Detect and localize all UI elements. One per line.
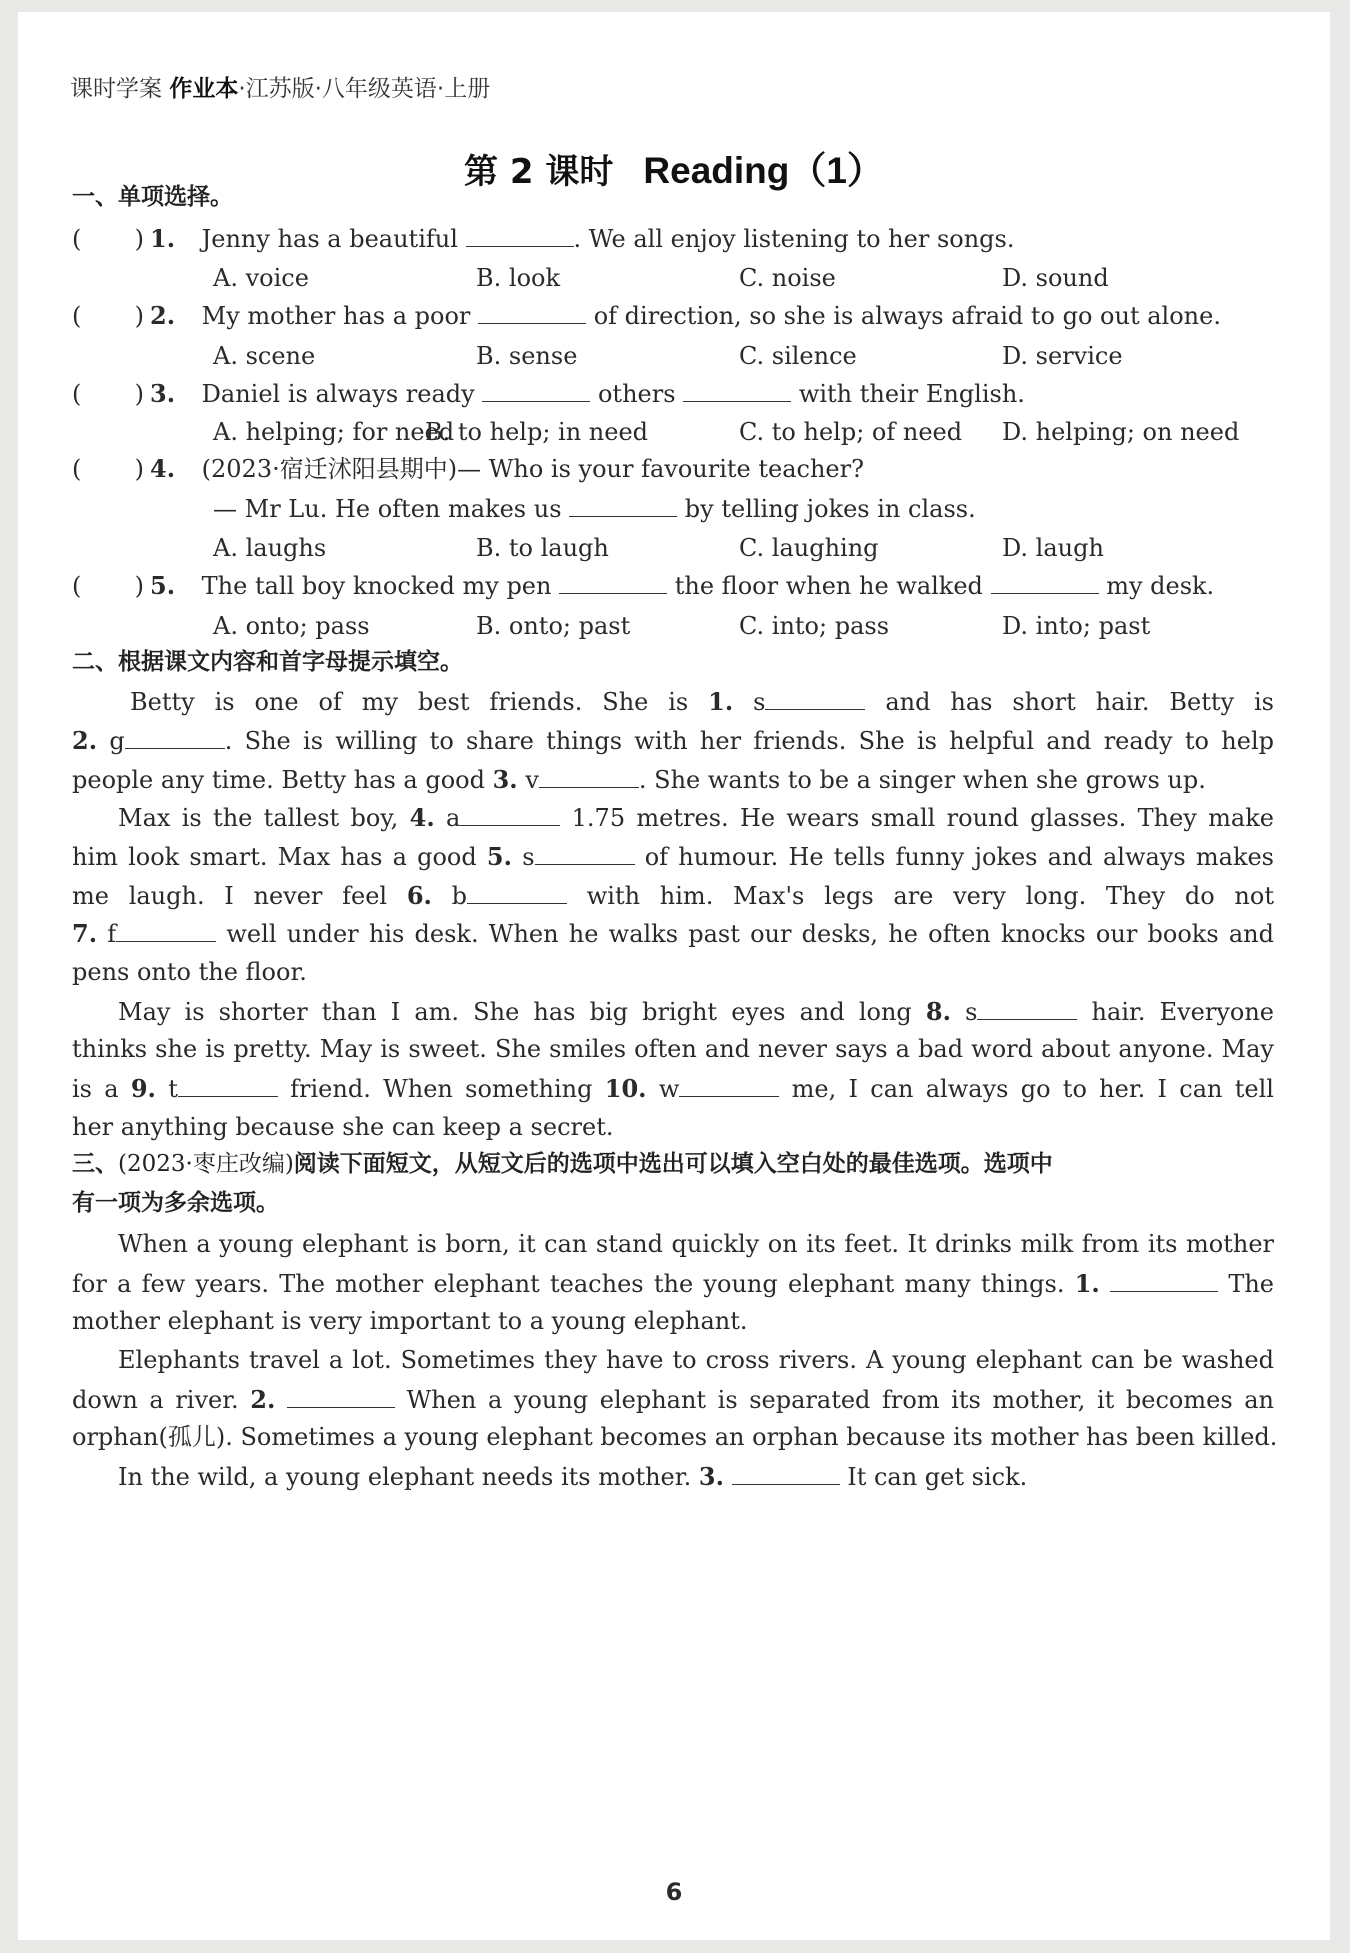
answer-blank[interactable] [539,767,639,788]
passage-line: 2. g . She is willing to share things with her friends. She is helpful and ready to help [72,726,1274,755]
answer-blank[interactable] [732,1464,840,1485]
answer-blank[interactable] [116,921,216,942]
header-edition: 作业本 [169,76,239,102]
passage-line: In the wild, a young elephant needs its mother. 3. It can get sick. [118,1462,1028,1491]
passage-line: May is shorter than I am. She has big bright eyes and long 8. s hair. Everyone [118,997,1274,1026]
question-3: ( ) 3. Daniel is always ready others with their English. [72,379,1025,408]
workbook-page: 课时学案 作业本·江苏版·八年级英语·上册 第 2 课时 Reading（1） 一、单项选择。 ( ) 1. Jenny has a beautiful . We all enjoy listening to her songs. A. voice B. look C. noise D. sound ( ) 2. My mother has a poor of direction, so she is always afraid to go out alone. A. scene B. sense C. silence D. service ( ) 3. Daniel is always ready others with their English. A. helping; for need B. to help; in need C. to help; of need D. helping; on need ( ) 4. (2023·宿迁沭阳县期中)— Who is your favourite teacher? — Mr Lu. He often makes us by telling jokes in class. A. laughs B. to laugh C. laughing D. laugh ( ) 5. The tall boy knocked my pen the floor when he walked my desk. A. onto; pass B. onto; past C. into; pass D. into; past 二、根据课文内容和首字母提示填空。 Betty is one of my best friends. She is 1. s and has short hair. Betty is 2. g . She is willing to share things with her friends. She is helpful and ready to help people any time. Betty has a good 3. v . She wants to be a singer when she grows up. Max is the tallest boy, 4. a 1.75 metres. He wears small round glasses. They make him look smart. Max has a good 5. s of humour. He tells funny jokes and always makes me laugh. I never feel 6. b with him. Max's legs are very long. They do not 7. f well under his desk. When he walks past our desks, he often knocks our books and pens onto the floor. May is shorter than I am. She has big bright eyes and long 8. s hair. Everyone thinks she is pretty. May is sweet. She smiles often and never says a bad word about anyone. May is a 9. t friend. When something 10. w me, I can always go to her. I can tell her anything because she can keep a secret. 三、(2023·枣庄改编)阅读下面短文，从短文后的选项中选出可以填入空白处的最佳选项。选项中 有一项为多余选项。 When a young elephant is born, it can stand quickly on its feet. It drinks milk from its mother for a few years. The mother elephant teaches the young elephant many things. 1. The mother elephant is very important to a young elephant. Elephants travel a lot. Sometimes they have to cross rivers. A young elephant can be washed down a river. 2. When a young elephant is separated from its mother, it becomes an orphan(孤儿). Sometimes a young elephant becomes an orphan because its mother has been killed. In the wild, a young elephant needs its mother. 3. It can get sick. 6 [18,12,1330,1940]
answer-blank[interactable] [559,573,667,594]
answer-blank[interactable] [467,883,567,904]
passage-line: me laugh. I never feel 6. b with him. Max's legs are very long. They do not [72,881,1274,910]
answer-blank[interactable] [683,381,791,402]
answer-blank[interactable] [535,844,635,865]
passage-line: for a few years. The mother elephant teaches the young elephant many things. 1. The [72,1269,1274,1298]
question-4-line2: — Mr Lu. He often makes us by telling jokes in class. [213,495,976,523]
passage-line: Betty is one of my best friends. She is 1. s and has short hair. Betty is [130,687,1274,716]
answer-blank[interactable] [466,226,574,247]
header-rest: ·江苏版·八年级英语·上册 [238,76,491,102]
passage-line: 7. f well under his desk. When he walks past our desks, he often knocks our books and [72,919,1274,948]
answer-blank[interactable] [287,1387,395,1408]
answer-blank[interactable] [125,728,225,749]
passage-line: mother elephant is very important to a young elephant. [72,1307,748,1335]
lesson-title-en: Reading（1） [643,150,884,191]
section2-heading: 二、根据课文内容和首字母提示填空。 [72,649,463,675]
passage-line: pens onto the floor. [72,958,307,986]
section3-heading-cont: 有一项为多余选项。 [72,1190,279,1216]
passage-line: down a river. 2. When a young elephant is separated from its mother, it becomes an [72,1385,1274,1414]
question-2: ( ) 2. My mother has a poor of direction, so she is always afraid to go out alone. [72,301,1221,330]
passage-line: orphan(孤儿). Sometimes a young elephant becomes an orphan because its mother has been killed. [72,1423,1278,1451]
lesson-title-cn: 第 2 课时 [464,152,614,192]
answer-blank[interactable] [679,1076,779,1097]
book-header [70,70,490,103]
answer-blank[interactable] [977,999,1077,1020]
passage-line: thinks she is pretty. May is sweet. She smiles often and never says a bad word about anyone. May [72,1035,1274,1063]
question-5: ( ) 5. The tall boy knocked my pen the floor when he walked my desk. [72,571,1215,600]
section3-heading: 三、(2023·枣庄改编)阅读下面短文，从短文后的选项中选出可以填入空白处的最佳选项。选项中 [72,1151,1053,1177]
answer-blank[interactable] [1110,1271,1218,1292]
passage-line: people any time. Betty has a good 3. v . She wants to be a singer when she grows up. [72,765,1206,794]
header-book: 课时学案 [70,76,162,102]
question-4: ( ) 4. (2023·宿迁沭阳县期中)— Who is your favourite teacher? [72,454,864,483]
passage-line: is a 9. t friend. When something 10. w me, I can always go to her. I can tell [72,1074,1274,1103]
passage-line: him look smart. Max has a good 5. s of humour. He tells funny jokes and always makes [72,842,1275,871]
answer-blank[interactable] [478,303,586,324]
answer-blank[interactable] [460,805,560,826]
passage-line: Elephants travel a lot. Sometimes they have to cross rivers. A young elephant can be washed [118,1346,1274,1374]
passage-line: When a young elephant is born, it can stand quickly on its feet. It drinks milk from its mother [118,1230,1274,1258]
passage-line: her anything because she can keep a secret. [72,1113,614,1141]
answer-blank[interactable] [482,381,590,402]
passage-line: Max is the tallest boy, 4. a 1.75 metres. He wears small round glasses. They make [118,803,1274,832]
answer-blank[interactable] [178,1076,278,1097]
answer-blank[interactable] [569,496,677,517]
answer-blank[interactable] [991,573,1099,594]
answer-blank[interactable] [765,689,865,710]
question-1: ( ) 1. Jenny has a beautiful . We all enjoy listening to her songs. [72,224,1015,253]
section1-heading: 一、单项选择。 [72,184,233,210]
page-number: 6 [665,1878,683,1906]
source-note: (2023·枣庄改编) [118,1151,294,1177]
